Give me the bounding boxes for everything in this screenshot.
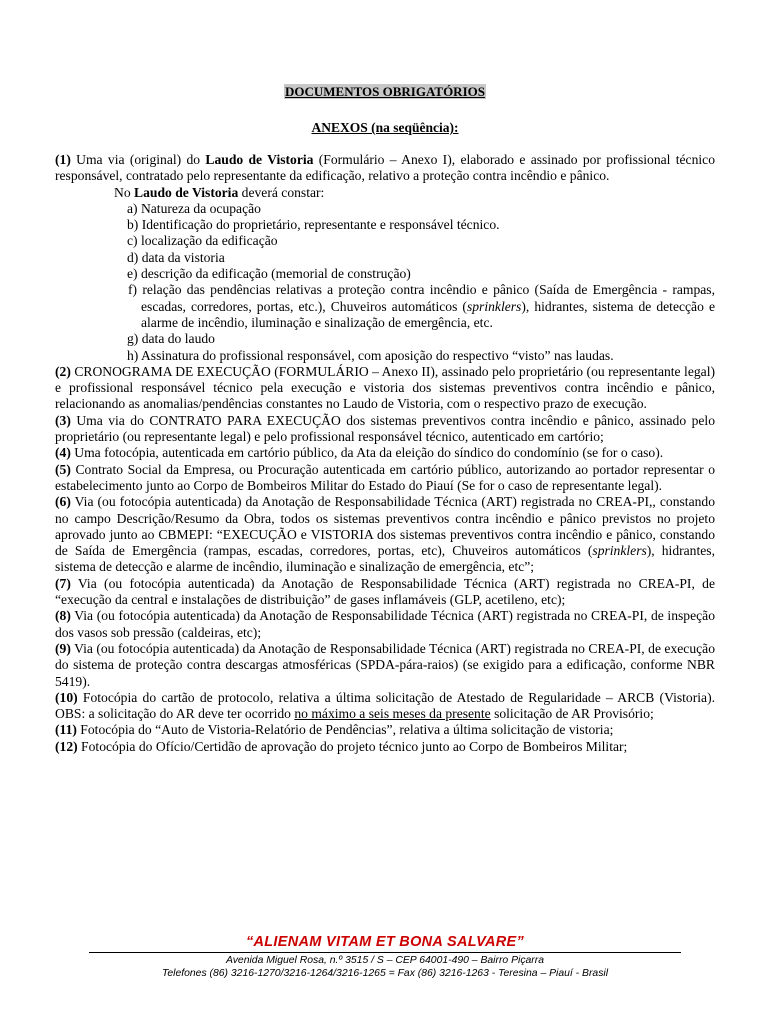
- laudo-intro-bold: Laudo de Vistoria: [134, 184, 239, 200]
- item-6-number: (6): [55, 494, 71, 510]
- document-body: [55, 152, 715, 755]
- laudo-intro: [55, 185, 715, 201]
- laudo-item-e: e) descrição da edificação (memorial de construção): [127, 266, 411, 282]
- footer-motto: “ALIENAM VITAM ET BONA SALVARE”: [245, 934, 525, 950]
- item-2-number: (2): [55, 363, 71, 379]
- item-6-text-pre: Via (ou fotocópia autenticada) da Anotação de Responsabilidade Técnica (ART) registrada no CREA-PI,, constando no campo Descrição/Resumo da Obra, todos os sistemas preventivos contra incêndio e pânico previstos no projeto aprovado junto ao CBMEPI: “EXECUÇÃO e VISTORIA dos sistemas preventivos contra incêndio e pânico, constando de Saída de Emergência (rampas, escadas, corredores, portas, etc), Chuveiros automáticos (: [55, 494, 715, 559]
- laudo-item-f-italic: sprinklers: [466, 298, 522, 314]
- item-3: [55, 413, 715, 446]
- item-8-number: (8): [55, 608, 71, 624]
- laudo-intro-pre: No: [114, 184, 135, 200]
- laudo-item-h: h) Assinatura do profissional responsável, com aposição do respectivo “visto” nas laudas.: [127, 347, 614, 363]
- item-6: [55, 494, 715, 575]
- laudo-item-f: [55, 282, 715, 331]
- item-4: [55, 445, 715, 461]
- item-12: [55, 739, 715, 755]
- item-12-text: Fotocópia do Ofício/Certidão de aprovação do projeto técnico junto ao Corpo de Bombeiros Militar;: [77, 738, 628, 754]
- footer-divider: [89, 952, 681, 953]
- item-5-text: Contrato Social da Empresa, ou Procuração autenticada em cartório público, autorizando ao portador representar o estabelecimento junto ao Corpo de Bombeiros Militar do Estado do Piauí (Se for o caso de representante legal).: [55, 461, 715, 493]
- item-1-number: (1): [55, 152, 71, 167]
- footer-phones: Telefones (86) 3216-1270/3216-1264/3216-1265 = Fax (86) 3216-1263 - Teresina – Piauí - Brasil: [161, 968, 609, 979]
- item-1-bold: Laudo de Vistoria: [205, 152, 314, 167]
- item-6-text-post: ), hidrantes, sistema de detecção e alarme de incêndio, iluminação e sinalização de emergência, etc”;: [55, 543, 715, 575]
- item-5: [55, 462, 715, 495]
- item-2: [55, 364, 715, 413]
- item-10-text-post: solicitação de AR Provisório;: [490, 706, 654, 722]
- item-10-text-pre: Fotocópia do cartão de protocolo, relativa a última solicitação de Atestado de Regularidade – ARCB (Vistoria). OBS: a solicitação do AR deve ter ocorrido: [55, 689, 715, 722]
- laudo-item-b: b) Identificação do proprietário, representante e responsável técnico.: [127, 217, 500, 233]
- item-1-text-pre: Uma via (original) do: [70, 152, 206, 167]
- item-11-number: (11): [55, 722, 77, 738]
- item-6-italic: sprinklers: [592, 543, 647, 559]
- item-7-number: (7): [55, 575, 71, 591]
- document-title: [55, 84, 715, 100]
- document-title-text: DOCUMENTOS OBRIGATÓRIOS: [285, 84, 485, 99]
- item-5-number: (5): [55, 461, 71, 477]
- item-9-number: (9): [55, 640, 71, 656]
- item-1-text-post: (Formulário – Anexo I), elaborado e assinado por profissional técnico responsável, contratado pelo representante da edificação, relativo a proteção contra incêndio e pânico.: [55, 152, 715, 184]
- page-footer: [0, 934, 770, 980]
- laudo-item-a: a) Natureza da ocupação: [127, 200, 261, 216]
- item-8: [55, 608, 715, 641]
- item-9-text: Via (ou fotocópia autenticada) da Anotação de Responsabilidade Técnica (ART) registrada no CREA-PI, de execução do sistema de proteção contra descargas atmosféricas (SPDA-pára-raios) (se exigido para a edificação, conforme NBR 5419).: [55, 640, 715, 689]
- laudo-item-g: g) data do laudo: [127, 331, 215, 347]
- item-1: [55, 152, 715, 185]
- item-4-text: Uma fotocópia, autenticada em cartório público, da Ata da eleição do síndico do condomínio (se for o caso).: [70, 445, 664, 461]
- laudo-item-d: d) data da vistoria: [127, 249, 225, 265]
- annex-subtitle: ANEXOS (na seqüência):: [311, 120, 459, 135]
- item-3-text: Uma via do CONTRATO PARA EXECUÇÃO dos sistemas preventivos contra incêndio e pânico, assinado pelo proprietário (ou representante legal) e pelo profissional responsável técnico, autenticado em cartório;: [55, 412, 715, 445]
- item-7: [55, 576, 715, 609]
- item-11: [55, 722, 715, 738]
- item-9: [55, 641, 715, 690]
- item-10-number: (10): [55, 689, 78, 705]
- item-8-text: Via (ou fotocópia autenticada) da Anotação de Responsabilidade Técnica (ART) registrada no CREA-PI, de inspeção dos vasos sob pressão (caldeiras, etc);: [55, 608, 715, 640]
- item-10: [55, 690, 715, 723]
- laudo-item-c: c) localização da edificação: [127, 233, 278, 249]
- laudo-items-list: [55, 201, 715, 364]
- item-4-number: (4): [55, 445, 71, 461]
- item-2-text: CRONOGRAMA DE EXECUÇÃO (FORMULÁRIO – Anexo II), assinado pelo proprietário (ou representante legal) e profissional responsável técnico pela execução e vistoria dos sistemas preventivos contra incêndio e pânico, relacionando as anomalias/pendências constantes no Laudo de Vistoria, com o respectivo prazo de execução.: [55, 363, 715, 412]
- laudo-intro-post: deverá constar:: [238, 184, 325, 200]
- item-12-number: (12): [55, 738, 78, 754]
- laudo-item-f-pre: f) relação das pendências relativas a proteção contra incêndio e pânico (Saída de Emergência - rampas, escadas, corredores, portas, etc.), Chuveiros automáticos (: [128, 282, 715, 314]
- item-3-number: (3): [55, 412, 71, 428]
- laudo-item-f-post: ), hidrantes, sistema de detecção e alarme de incêndio, iluminação e sinalização de emergência, etc.: [141, 298, 715, 330]
- item-10-underlined: no máximo a seis meses da presente: [294, 706, 491, 722]
- footer-address: Avenida Miguel Rosa, n.º 3515 / S – CEP 64001-490 – Bairro Piçarra: [225, 955, 544, 966]
- item-11-text: Fotocópia do “Auto de Vistoria-Relatório de Pendências”, relativa a última solicitação de vistoria;: [76, 722, 614, 738]
- item-7-text: Via (ou fotocópia autenticada) da Anotação de Responsabilidade Técnica (ART) registrada no CREA-PI, de “execução da central e instalações de distribuição” de gases inflamáveis (GLP, acetileno, etc);: [55, 575, 715, 608]
